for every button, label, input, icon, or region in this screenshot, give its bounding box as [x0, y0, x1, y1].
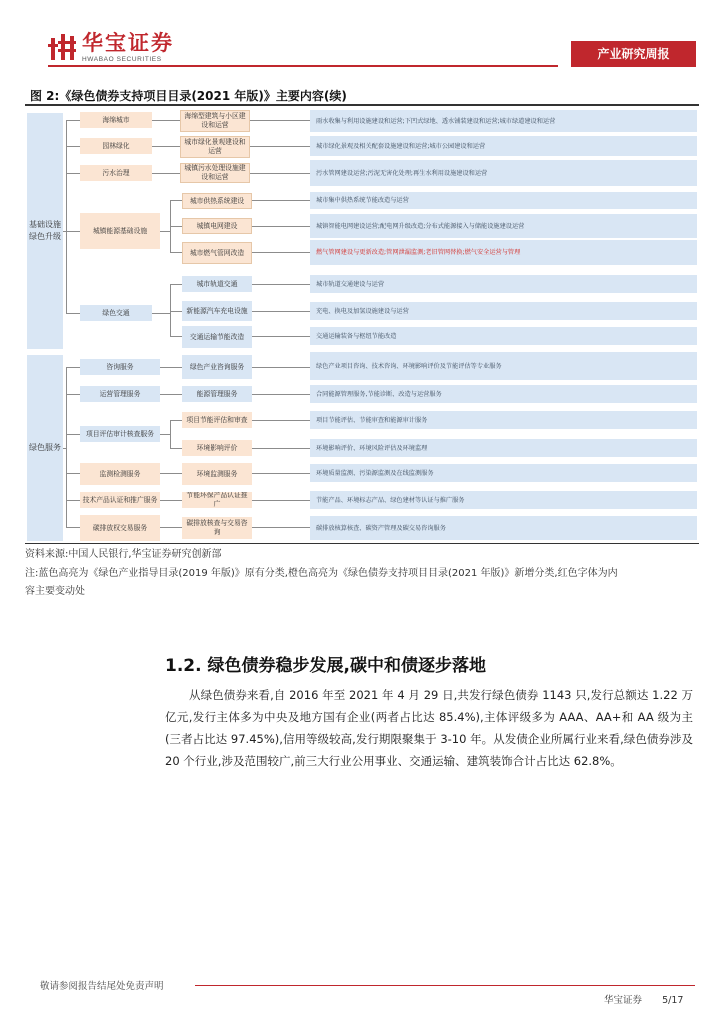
connector-line [252, 336, 310, 337]
connector-line [160, 367, 182, 368]
footer-page-info [604, 992, 683, 1006]
section-heading: 1.2. 绿色债券稳步发展,碳中和债逐步落地 [165, 656, 486, 676]
item-description: 雨水收集与利用设施建设和运营;下凹式绿地、透水铺装建设和运营;城市绿道建设和运营 [310, 110, 697, 132]
item-description: 城市轨道交通建设与运营 [310, 275, 697, 293]
connector-line [252, 200, 310, 201]
connector-line [66, 367, 67, 527]
connector-line [170, 311, 182, 312]
sub-category: 运营管理服务 [80, 386, 160, 402]
connector-line [170, 284, 171, 336]
body-paragraph: 从绿色债券来看,自 2016 年至 2021 年 4 月 29 日,共发行绿色债券 1143 只,发行总额达 1.22 万亿元,发行主体多为中央及地方国有企业(两者占比达 85.4%),主体评级多为 AAA、AA+和 AA 级为主(三者占比达 97.45%),信用等级较高,发行期限聚集于 3-10 年。从发债企业所属行业来看,绿色债券涉及 20 个行业,涉及范围较广,前三大行业公用事业、交通运输、建筑装饰合计占比达 62.8%。 [165, 688, 693, 768]
footer-disclaimer: 敬请参阅报告结尾处免责声明 [40, 981, 164, 992]
connector-line [66, 394, 80, 395]
brand-sub: HWABAO SECURITIES [82, 56, 162, 63]
item-box: 能源管理服务 [182, 386, 252, 402]
connector-line [66, 231, 80, 232]
figure-note-cont: 容主要变动处 [25, 586, 85, 597]
connector-line [252, 284, 310, 285]
sub-category: 项目评估审计核查服务 [80, 426, 160, 442]
item-description: 绿色产业项目咨询、技术咨询、环境影响评价及节能评估等专业服务 [310, 352, 697, 380]
item-box: 城市绿化景观建设和运营 [180, 136, 250, 158]
page-number: 5/17 [662, 995, 684, 1006]
item-box: 城市燃气管网改造 [182, 242, 252, 264]
connector-line [170, 336, 182, 337]
item-box: 环境影响评价 [182, 440, 252, 456]
group-label: 绿色服务 [27, 355, 63, 541]
item-box: 环境监测服务 [182, 463, 252, 485]
sub-category: 绿色交通 [80, 305, 152, 321]
item-box: 城市供热系统建设 [182, 193, 252, 209]
item-box: 海绵型建筑与小区建设和运营 [180, 110, 250, 132]
connector-line [252, 448, 310, 449]
connector-line [170, 226, 182, 227]
item-box: 城镇电网建设 [182, 218, 252, 234]
item-description: 环境影响评价、环境风险评估及环境监理 [310, 439, 697, 457]
item-description: 交通运输装备与枢纽节能改造 [310, 327, 697, 345]
connector-line [252, 500, 310, 501]
connector-line [66, 473, 80, 474]
connector-line [160, 473, 182, 474]
footer-brand: 华宝证券 [604, 995, 643, 1006]
sub-category: 城镇能源基础设施 [80, 213, 160, 249]
connector-line [252, 226, 310, 227]
connector-line [66, 173, 80, 174]
connector-line [250, 173, 310, 174]
connector-line [152, 173, 180, 174]
connector-line [160, 394, 182, 395]
figure-source: 资料来源:中国人民银行,华宝证券研究创新部 [25, 549, 222, 560]
connector-line [252, 252, 310, 253]
brand-name: 华宝证券 [82, 31, 174, 55]
connector-line [252, 394, 310, 395]
company-logo [48, 30, 198, 70]
item-box: 节能环保产品认证推广 [182, 492, 252, 508]
connector-line [66, 527, 80, 528]
sub-category: 碳排放权交易服务 [80, 515, 160, 541]
item-description: 碳排放核算核查、碳资产管理及碳交易咨询服务 [310, 516, 697, 540]
group-label: 基础设施绿色升级 [27, 113, 63, 349]
connector-line [66, 434, 80, 435]
item-description: 合同能源管理服务,节能诊断、改造与运营服务 [310, 385, 697, 403]
connector-line [152, 146, 180, 147]
connector-line [160, 434, 170, 435]
figure-bottom-rule [25, 543, 699, 544]
item-box: 项目节能评估和审查 [182, 412, 252, 428]
connector-line [250, 146, 310, 147]
header-rule [48, 65, 558, 67]
connector-line [252, 367, 310, 368]
connector-line [160, 527, 182, 528]
sub-category: 咨询服务 [80, 359, 160, 375]
connector-line [170, 200, 182, 201]
connector-line [250, 120, 310, 121]
connector-line [66, 367, 80, 368]
connector-line [66, 120, 67, 313]
figure-top-rule [25, 104, 699, 106]
connector-line [170, 448, 182, 449]
connector-line [66, 313, 80, 314]
connector-line [252, 527, 310, 528]
sub-category: 监测检测服务 [80, 463, 160, 485]
item-description: 项目节能评估、节能审查和能源审计服务 [310, 411, 697, 429]
connector-line [170, 284, 182, 285]
logo-mark-icon [48, 32, 78, 62]
connector-line [66, 146, 80, 147]
connector-line [152, 313, 170, 314]
connector-line [170, 252, 182, 253]
item-box: 新能源汽车充电设施 [182, 301, 252, 321]
item-box: 城市轨道交通 [182, 276, 252, 292]
connector-line [152, 120, 180, 121]
connector-line [252, 473, 310, 474]
item-box: 城镇污水处理设施建设和运营 [180, 163, 250, 183]
item-description: 污水管网建设运营;污泥无害化处理;再生水利用设施建设和运营 [310, 160, 697, 186]
item-description: 城市绿化景观及相关配套设施建设和运营;城市公园建设和运营 [310, 136, 697, 156]
connector-line [66, 120, 80, 121]
item-description: 环境质量监测、污染源监测及在线监测服务 [310, 464, 697, 482]
figure-title: 图 2:《绿色债券支持项目目录(2021 年版)》主要内容(续) [30, 89, 347, 103]
connector-line [160, 231, 170, 232]
sub-category: 海绵城市 [80, 112, 152, 128]
connector-line [170, 420, 182, 421]
report-type-badge: 产业研究周报 [571, 41, 696, 67]
item-description: 燃气管网建设与更新改造;管网泄漏监测;老旧管网替换;燃气安全运营与管理 [310, 240, 697, 265]
item-description: 城镇智能电网建设运营;配电网升级改造;分布式能源接入与储能设施建设运营 [310, 214, 697, 238]
connector-line [170, 420, 171, 448]
item-box: 碳排放核查与交易咨询 [182, 517, 252, 539]
item-description: 城市集中供热系统节能改造与运营 [310, 192, 697, 209]
connector-line [66, 500, 80, 501]
connector-line [252, 311, 310, 312]
connector-line [252, 420, 310, 421]
sub-category: 园林绿化 [80, 138, 152, 154]
item-description: 节能产品、环境标志产品、绿色建材等认证与推广服务 [310, 491, 697, 509]
figure-note: 注:蓝色高亮为《绿色产业指导目录(2019 年版)》原有分类,橙色高亮为《绿色债券支持项目目录(2021 年版)》新增分类,红色字体为内 [25, 568, 618, 579]
item-description: 充电、换电及加氢设施建设与运营 [310, 302, 697, 320]
footer-rule [195, 985, 695, 986]
sub-category: 污水治理 [80, 165, 152, 181]
sub-category: 技术产品认证和推广服务 [80, 492, 160, 508]
connector-line [160, 500, 182, 501]
item-box: 绿色产业咨询服务 [182, 355, 252, 379]
item-box: 交通运输节能改造 [182, 326, 252, 348]
